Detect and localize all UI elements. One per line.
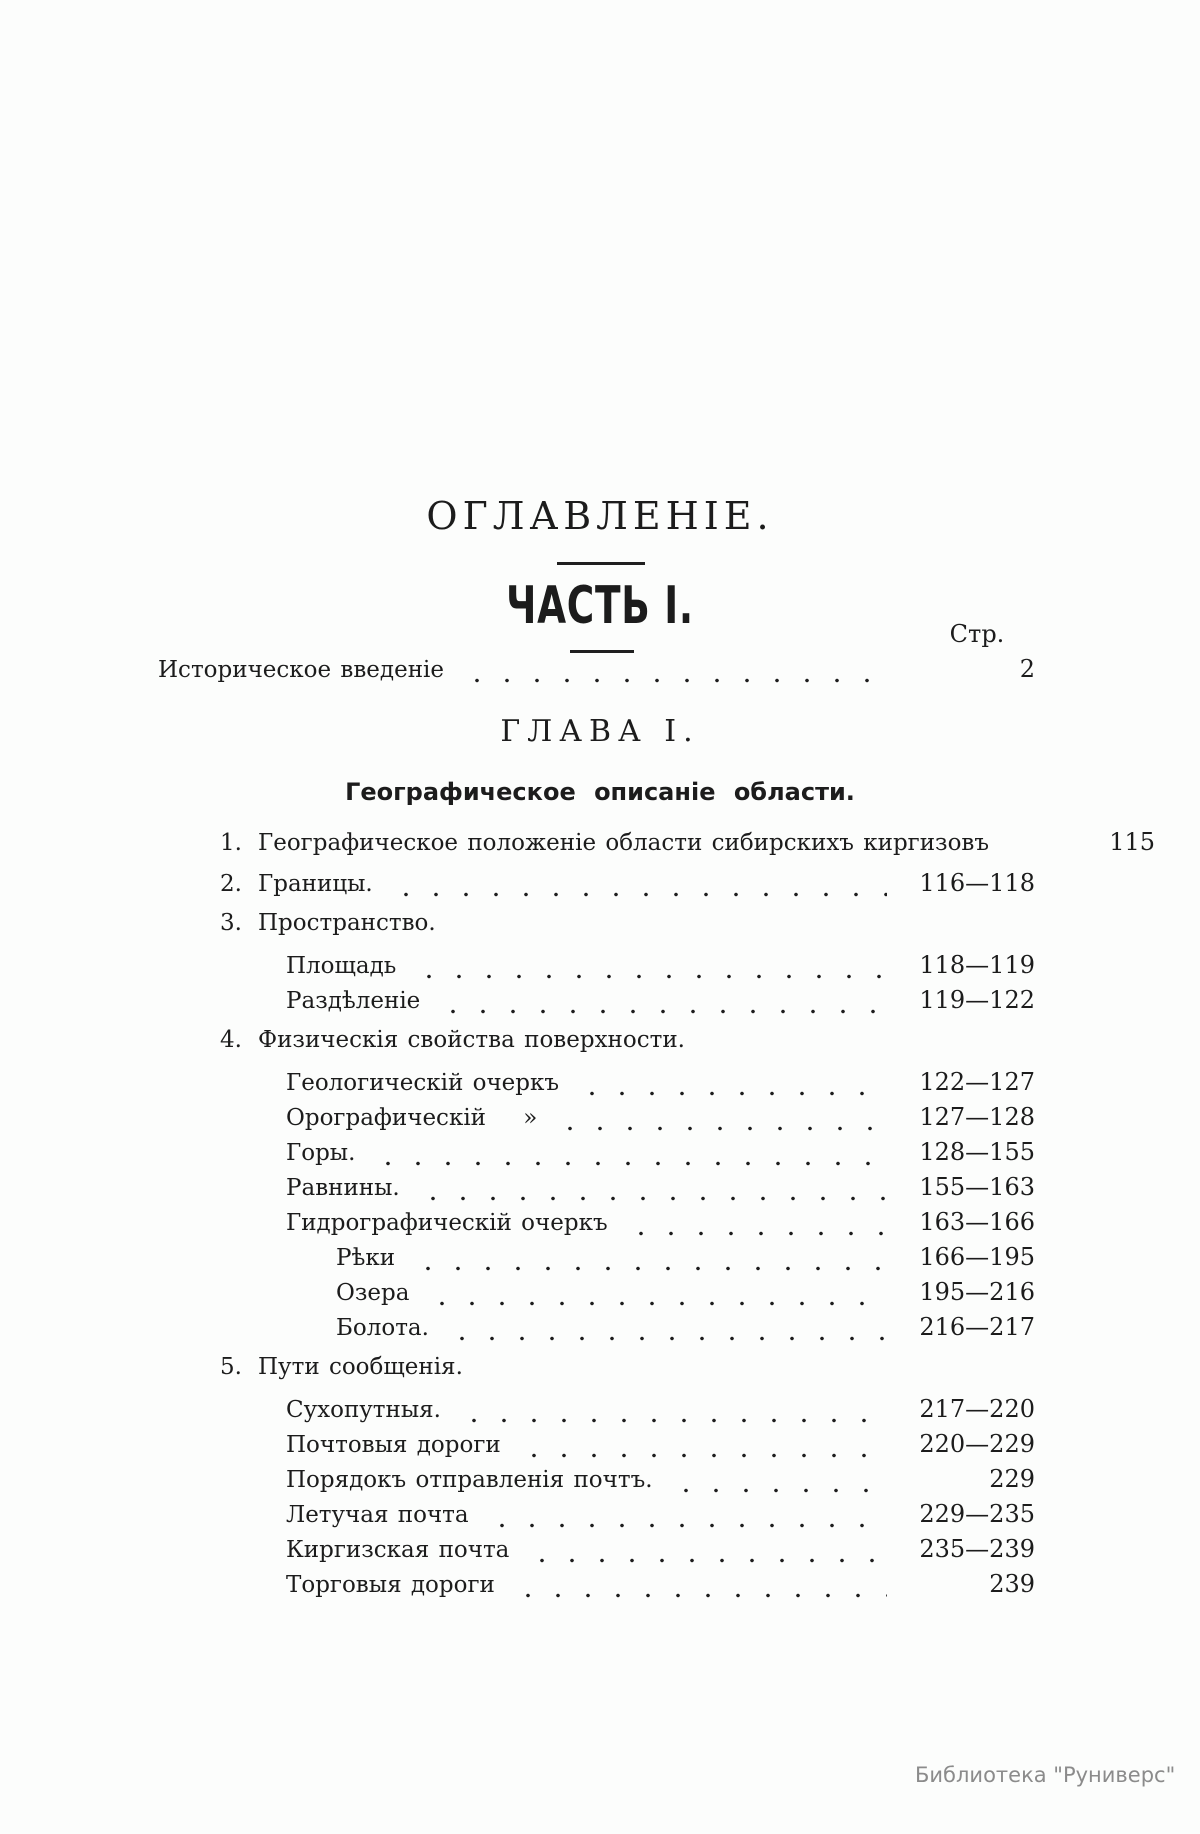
entry-number: 1.	[220, 830, 242, 856]
toc-entry	[158, 828, 1156, 863]
toc-entry	[158, 910, 1035, 945]
entry-page: 116—118	[919, 869, 1035, 897]
entry-label: Сухопутныя.	[286, 1397, 441, 1423]
entry-label: Киргизская почта	[286, 1537, 510, 1563]
entry-page: 239	[989, 1570, 1035, 1598]
entry-page: 128—155	[919, 1138, 1035, 1166]
toc-entry	[158, 1208, 1035, 1243]
dot-leader	[626, 1231, 887, 1236]
toc-entry	[158, 986, 1035, 1021]
entry-number: 5.	[220, 1354, 242, 1380]
entry-label: Болота.	[336, 1315, 429, 1341]
entry-label: Равнины.	[286, 1175, 400, 1201]
dot-leader	[527, 1558, 887, 1563]
divider-rule	[557, 562, 645, 565]
toc-entry	[158, 1173, 1035, 1208]
entry-page: 220—229	[919, 1430, 1035, 1458]
toc-entry	[158, 655, 1035, 690]
toc-entry	[158, 1465, 1035, 1500]
dot-leader	[513, 1593, 887, 1598]
chapter-heading: ГЛАВА I.	[500, 714, 700, 749]
chapter-subtitle: Географическое описаніе области.	[345, 778, 855, 806]
entry-page: 119—122	[919, 986, 1035, 1014]
footer-watermark: Библиотека "Руниверс"	[915, 1763, 1176, 1787]
dot-leader	[373, 1161, 887, 1166]
dot-leader	[413, 1266, 887, 1271]
entry-label: Пути сообщенія.	[258, 1354, 463, 1380]
entry-page: 217—220	[919, 1395, 1035, 1423]
entry-page: 115	[1109, 828, 1156, 856]
entry-page: 229	[989, 1465, 1035, 1493]
toc-entry	[158, 1395, 1035, 1430]
entry-page: 163—166	[919, 1208, 1035, 1236]
toc-entry	[158, 1068, 1035, 1103]
toc-entry	[158, 1354, 1035, 1389]
toc-entry	[158, 1535, 1035, 1570]
entry-label: Летучая почта	[286, 1502, 469, 1528]
entry-label: Почтовыя дороги	[286, 1432, 501, 1458]
toc-entry	[158, 1103, 1035, 1138]
toc-entry	[158, 951, 1035, 986]
entry-number: 2.	[220, 871, 242, 897]
entry-label: Географическое положеніе области сибирскихъ киргизовъ	[258, 830, 990, 856]
entry-page: 166—195	[919, 1243, 1035, 1271]
entry-page: 229—235	[919, 1500, 1035, 1528]
toc-entry	[158, 1027, 1035, 1062]
entry-label: Орографическій »	[286, 1105, 538, 1131]
entry-label: Раздѣленіе	[286, 988, 421, 1014]
toc-entry	[158, 1278, 1035, 1313]
dot-leader	[447, 1336, 887, 1341]
divider-rule	[570, 650, 634, 653]
entry-label: Озера	[336, 1280, 410, 1306]
dot-leader	[671, 1488, 887, 1493]
toc-entry	[158, 1243, 1035, 1278]
entry-label: Гидрографическій очеркъ	[286, 1210, 608, 1236]
toc-entry	[158, 1138, 1035, 1173]
dot-leader	[462, 678, 887, 683]
entry-label: Историческое введеніе	[158, 657, 444, 683]
entry-label: Геологическій очеркъ	[286, 1070, 559, 1096]
entry-label: Площадь	[286, 953, 397, 979]
dot-leader	[391, 892, 887, 897]
dot-leader	[418, 1196, 887, 1201]
dot-leader	[427, 1301, 887, 1306]
toc-entry	[158, 1570, 1035, 1605]
dot-leader	[438, 1009, 887, 1014]
entry-label: Рѣки	[336, 1245, 396, 1271]
entry-page: 127—128	[919, 1103, 1035, 1131]
page-column-header: Стр.	[949, 620, 1005, 648]
part-heading: ЧАСТЬ I.	[506, 576, 694, 636]
toc-entry	[158, 1313, 1035, 1348]
page-title: ОГЛАВЛЕНІЕ.	[426, 494, 774, 538]
entry-page: 2	[1019, 655, 1035, 683]
entry-label: Торговыя дороги	[286, 1572, 495, 1598]
entry-number: 3.	[220, 910, 242, 936]
dot-leader	[555, 1126, 887, 1131]
dot-leader	[487, 1523, 887, 1528]
dot-leader	[459, 1418, 887, 1423]
dot-leader	[414, 974, 887, 979]
entry-page: 155—163	[919, 1173, 1035, 1201]
toc-entry	[158, 1430, 1035, 1465]
entry-page: 118—119	[919, 951, 1035, 979]
entry-label: Горы.	[286, 1140, 356, 1166]
entry-page: 122—127	[919, 1068, 1035, 1096]
dot-leader	[577, 1091, 887, 1096]
entry-label: Порядокъ отправленія почтъ.	[286, 1467, 653, 1493]
toc-entry	[158, 869, 1035, 904]
entry-page: 216—217	[919, 1313, 1035, 1341]
entry-page: 235—239	[919, 1535, 1035, 1563]
entry-label: Физическія свойства поверхности.	[258, 1027, 685, 1053]
entry-page: 195—216	[919, 1278, 1035, 1306]
toc-entry	[158, 1500, 1035, 1535]
dot-leader	[519, 1453, 887, 1458]
entry-label: Пространство.	[258, 910, 436, 936]
table-of-contents	[158, 822, 1156, 1605]
entry-number: 4.	[220, 1027, 242, 1053]
entry-label: Границы.	[258, 871, 373, 897]
